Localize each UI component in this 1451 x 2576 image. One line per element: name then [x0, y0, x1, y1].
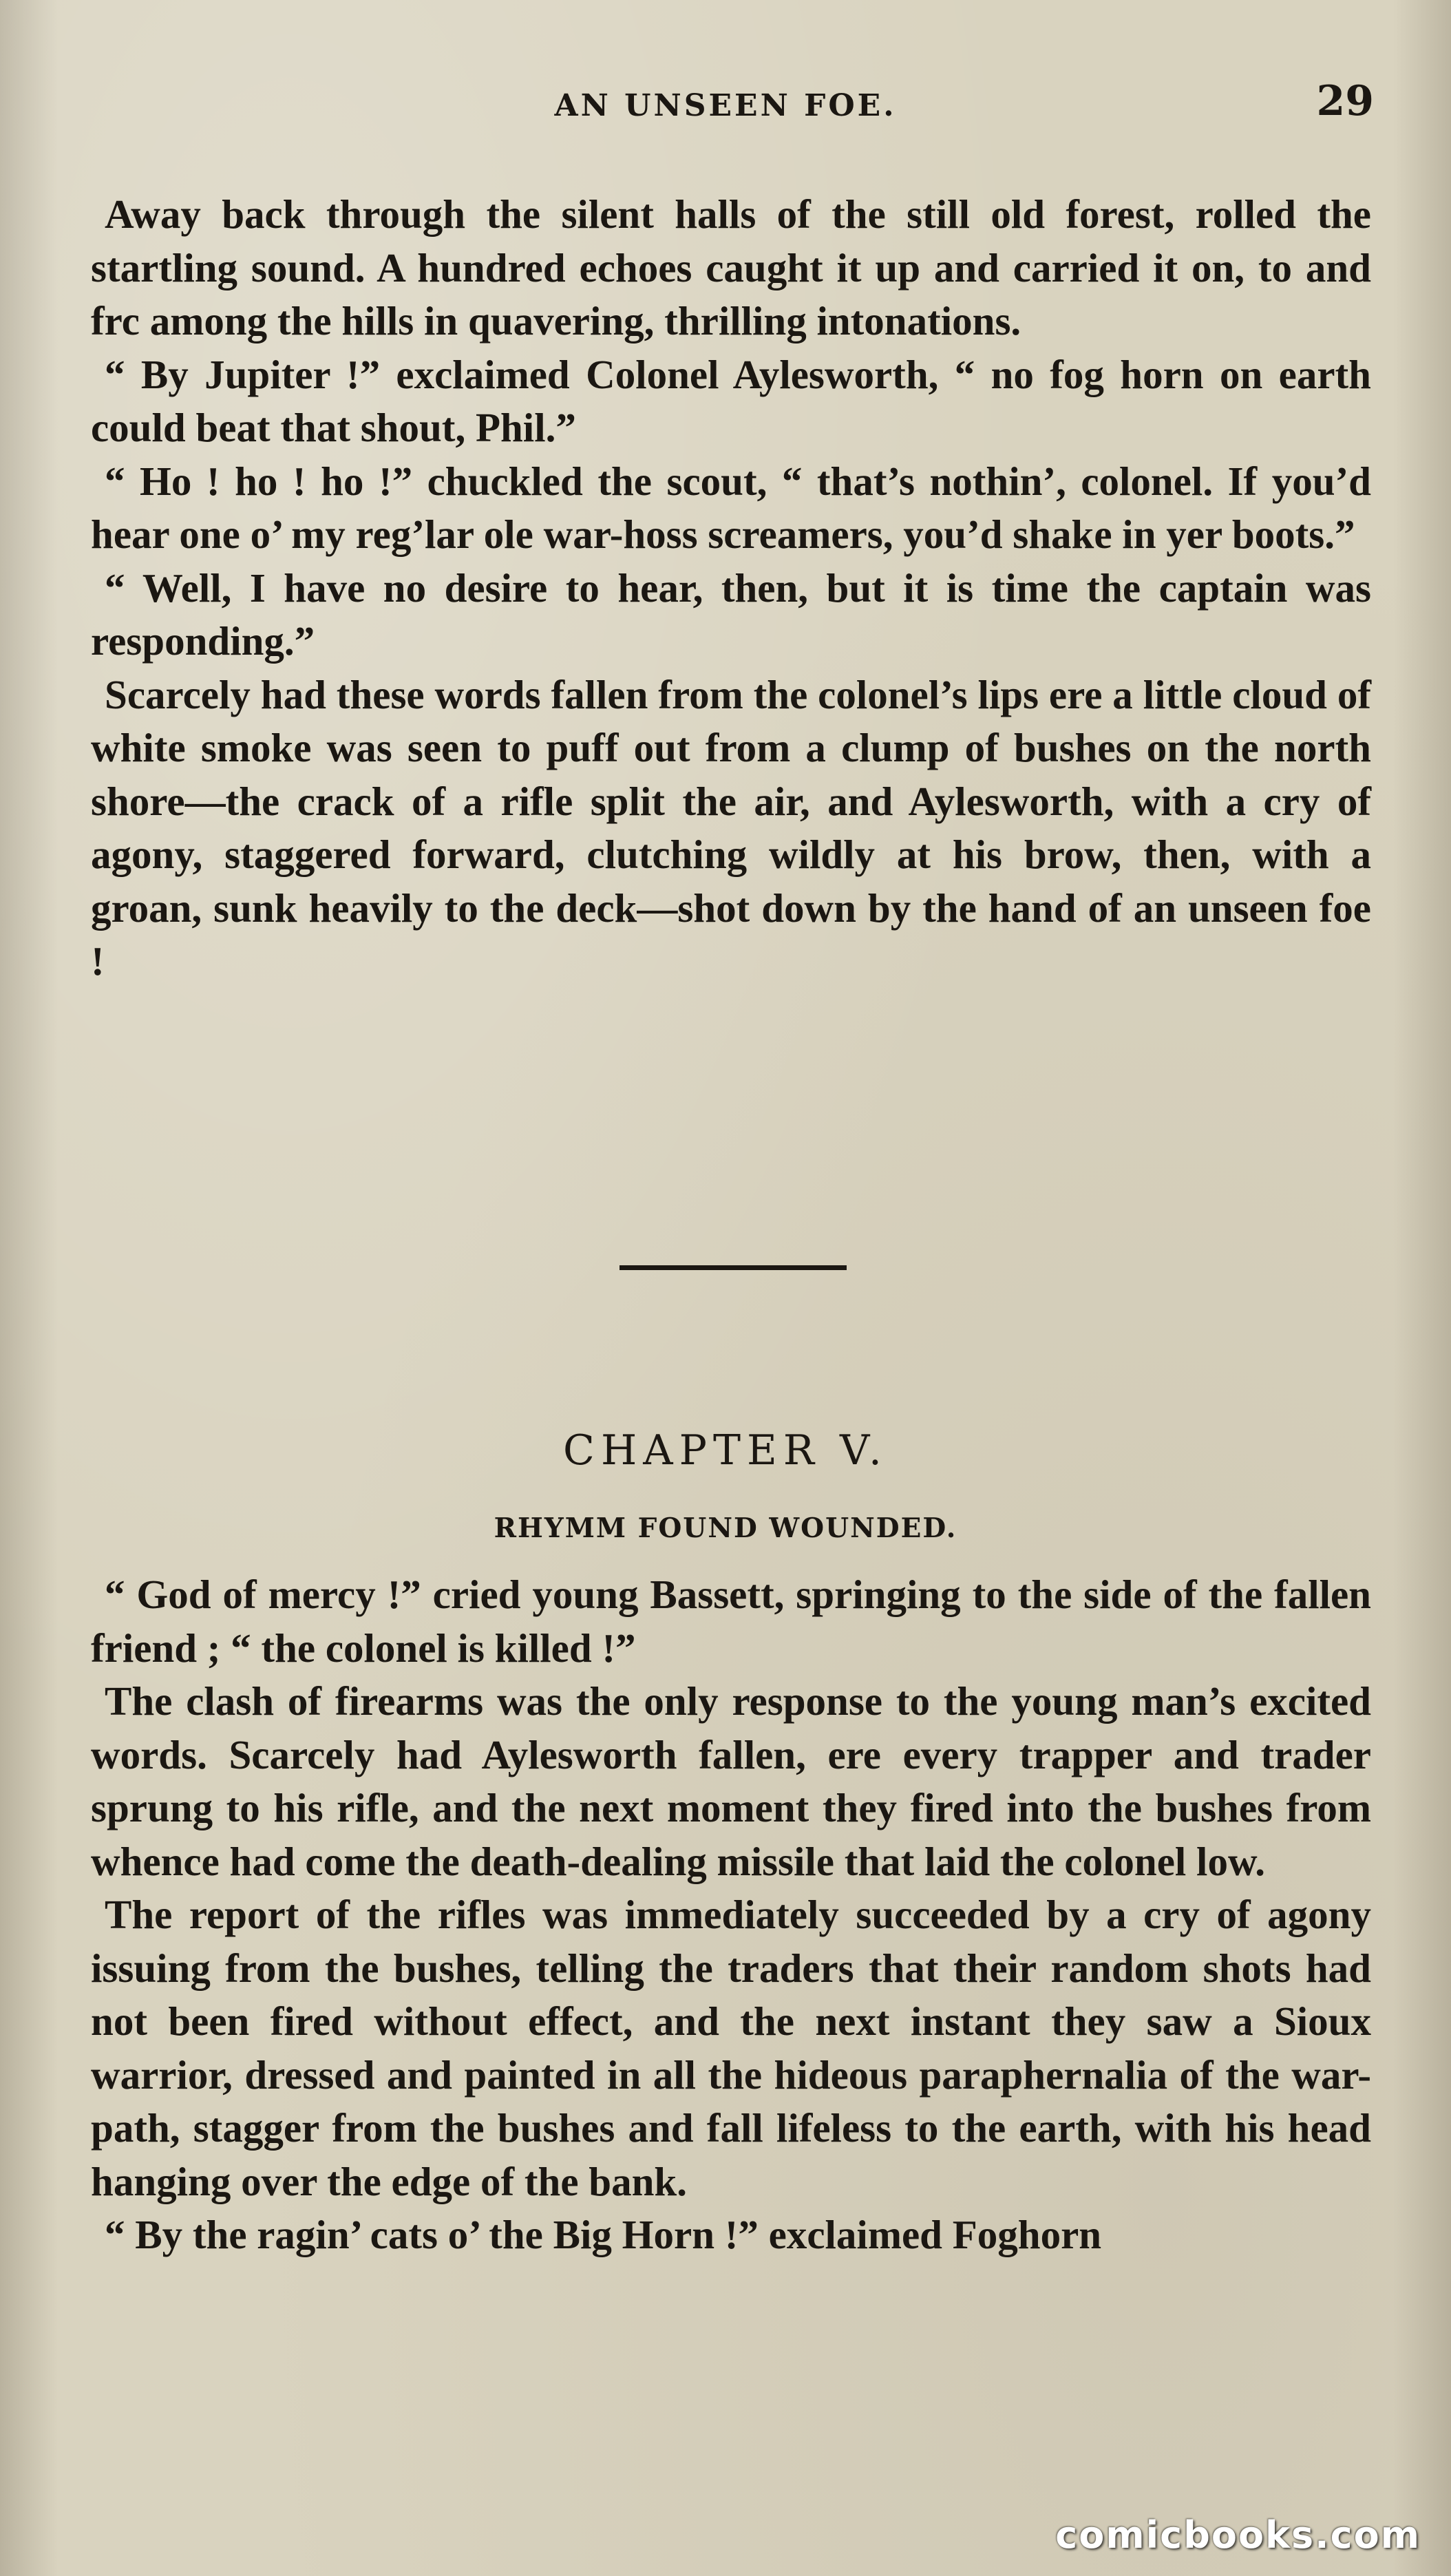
watermark-logo: comicbooks.com [1055, 2513, 1421, 2557]
running-title: AN UNSEEN FOE. [554, 88, 897, 123]
paragraph: Scarcely had these words fallen from the colonel’s lips ere a little cloud of white smoke was seen to puff out from a clump of bushes on the north shore—the crack of a rifle split the air, and Aylesworth, with a cry of agony, staggered forward, clutching wildly at his brow, then, with a groan, sunk heavily to the deck—shot down by the hand of an unseen foe ! [91, 671, 1371, 984]
body-text-bottom [91, 1568, 1371, 2262]
paragraph: “ God of mercy !” cried young Bassett, springing to the side of the fallen friend ; “ the colonel is killed !” [91, 1572, 1371, 1671]
section-divider-rule [619, 1265, 847, 1270]
chapter-title: CHAPTER V. [563, 1426, 888, 1475]
paragraph: “ Well, I have no desire to hear, then, but it is time the captain was responding.” [91, 564, 1371, 664]
paragraph: “ By the ragin’ cats o’ the Big Horn !” exclaimed Foghorn [105, 2212, 1102, 2257]
page-number: 29 [1316, 77, 1374, 125]
body-text-top [91, 188, 1371, 989]
chapter-subtitle: RHYMM FOUND WOUNDED. [494, 1512, 957, 1544]
paragraph: Away back through the silent halls of the still old forest, rolled the startling sound. A hundred echoes caught it up and carried it on, to and frc among the hills in quavering, thrilling intonations. [91, 191, 1371, 344]
paragraph: “ By Jupiter !” exclaimed Colonel Aylesworth, “ no fog horn on earth could beat that shout, Phil.” [91, 351, 1371, 450]
paragraph: The clash of firearms was the only response to the young man’s excited words. Scarcely had Aylesworth fallen, ere every trapper and trader sprung to his rifle, and the next moment they fired into the bushes from whence had come the death-dealing missile that laid the colonel low. [91, 1678, 1371, 1884]
paragraph: “ Ho ! ho ! ho !” chuckled the scout, “ that’s nothin’, colonel. If you’d hear one o’ my reg’lar ole war-hoss screamers, you’d shake in yer boots.” [91, 458, 1371, 557]
paragraph: The report of the rifles was immediately succeeded by a cry of agony issuing from the bushes, telling the traders that their random shots had not been fired without effect, and the next instant they saw a Sioux warrior, dressed and painted in all the hideous paraphernalia of the war-path, stagger from the bushes and fall lifeless to the earth, with his head hanging over the edge of the bank. [91, 1892, 1371, 2204]
